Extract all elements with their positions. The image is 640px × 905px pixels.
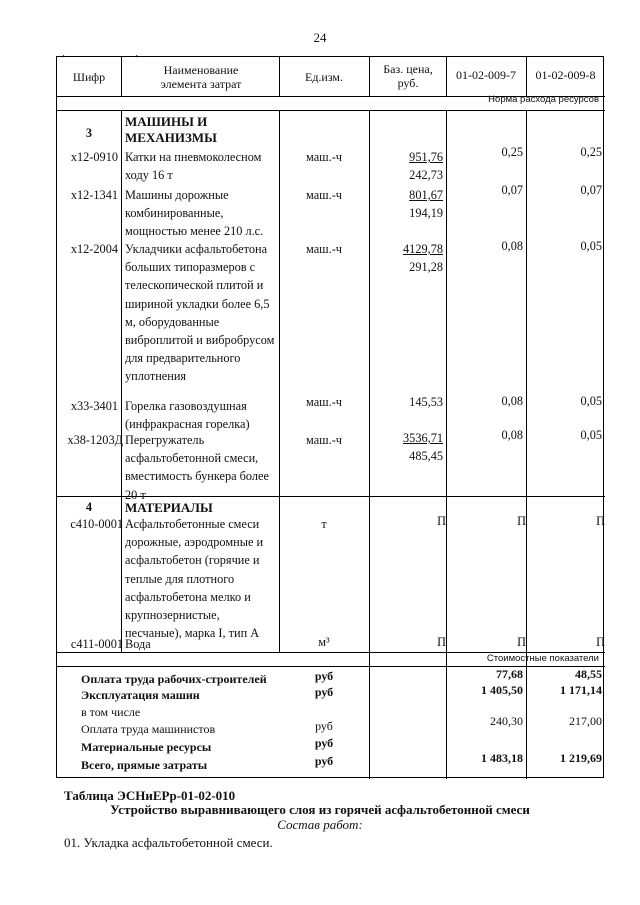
row-value-2: 0,05 — [580, 239, 602, 253]
summary-label: Эксплуатация машин — [81, 688, 200, 702]
section-title: МАТЕРИАЛЫ — [125, 500, 213, 515]
row-name: Горелка газовоздушная (инфракрасная горелка) — [125, 399, 250, 432]
row-value-1: 0,25 — [501, 145, 523, 159]
summary-value-2: 217,00 — [569, 714, 602, 728]
summary-unit: руб — [314, 754, 334, 768]
row-name: Вода — [125, 637, 151, 651]
row-name: Перегружатель асфальтобетонной смеси, вместимость бункера более 20 т — [125, 433, 269, 502]
row-divider — [57, 110, 605, 111]
row-value-1: П — [517, 514, 526, 528]
summary-value-1: 240,30 — [490, 714, 523, 728]
scan-specks: ‚ ‚ — [62, 48, 173, 58]
row-code: с411-0001 — [70, 637, 123, 651]
col-divider — [369, 57, 370, 96]
row-price: 951,76 242,73 — [409, 150, 443, 183]
section-number: 3 — [85, 126, 93, 140]
row-code: х12-1341 — [70, 188, 118, 202]
summary-unit: руб — [314, 685, 334, 699]
summary-label: Оплата труда машинистов — [81, 722, 216, 736]
row-name: Укладчики асфальтобетона больших типоразмеров с телескопической плитой и шириной укладки более 6,5 м, оборудованные виброплитой и вибробрусом для предварительного уплотнения — [125, 242, 275, 384]
work-heading: Состав работ: — [277, 817, 363, 832]
summary-value-1: 1 405,50 — [481, 683, 523, 697]
summary-unit: руб — [314, 669, 334, 683]
row-code: х38-1203Д — [67, 433, 123, 447]
row-price: П — [437, 514, 446, 528]
page-number: 24 — [313, 30, 327, 45]
row-price: 4129,78 291,28 — [403, 242, 443, 275]
header-col1: 01-02-009-7 — [456, 68, 516, 82]
cost-caption: Стоимостные показатели — [486, 653, 599, 664]
summary-unit: руб — [314, 736, 334, 750]
row-value-1: 0,08 — [501, 394, 523, 408]
row-value-2: П — [596, 514, 605, 528]
summary-value-2: 48,55 — [575, 667, 602, 681]
header-price: Баз. цена, руб. — [383, 62, 433, 90]
row-value-1: 0,08 — [501, 239, 523, 253]
row-unit: маш.-ч — [306, 395, 342, 409]
row-price: П — [437, 635, 446, 649]
summary-value-2: 1 171,14 — [560, 683, 602, 697]
summary-label: Материальные ресурсы — [81, 740, 212, 754]
row-code: с410-0001 — [70, 517, 123, 531]
row-unit: т — [321, 517, 327, 531]
summary-label: Всего, прямые затраты — [81, 758, 208, 772]
row-price: 145,53 — [409, 395, 443, 409]
row-code: х33-3401 — [70, 399, 118, 413]
row-value-2: 0,05 — [580, 428, 602, 442]
row-name: Асфальтобетонные смеси дорожные, аэродромные и асфальтобетон (горячие и теплые для плотного асфальтобетона мелко и крупнозернистые, песчаные), марка I, тип А — [125, 517, 264, 641]
row-value-1: П — [517, 635, 526, 649]
row-value-1: 0,07 — [501, 183, 523, 197]
summary-label: Оплата труда рабочих-строителей — [81, 672, 267, 686]
col-divider — [121, 57, 122, 96]
summary-value-2: 1 219,69 — [560, 751, 602, 765]
row-code: х12-2004 — [70, 242, 118, 256]
row-unit: маш.-ч — [306, 242, 342, 256]
row-value-2: 0,25 — [580, 145, 602, 159]
header-name: Наименование элемента затрат — [160, 63, 242, 91]
row-value-2: 0,05 — [580, 394, 602, 408]
table-title: Таблица ЭСНиЕРр-01-02-010 — [64, 788, 236, 803]
row-code: х12-0910 — [70, 150, 118, 164]
row-value-1: 0,08 — [501, 428, 523, 442]
row-value-2: П — [596, 635, 605, 649]
norm-caption: Норма расхода ресурсов — [488, 94, 599, 105]
header-col2: 01-02-009-8 — [535, 68, 596, 82]
row-unit: маш.-ч — [306, 188, 342, 202]
summary-value-1: 1 483,18 — [481, 751, 523, 765]
row-price: 801,67 194,19 — [409, 188, 443, 221]
summary-label: в том числе — [81, 705, 141, 719]
row-unit: маш.-ч — [306, 433, 342, 447]
row-value-2: 0,07 — [580, 183, 602, 197]
row-unit: м³ — [318, 635, 330, 649]
header-code: Шифр — [72, 70, 106, 84]
work-item: 01. Укладка асфальтобетонной смеси. — [64, 835, 273, 850]
resource-table — [56, 56, 604, 778]
col-divider — [121, 110, 122, 652]
section-title: МАШИНЫ И МЕХАНИЗМЫ — [125, 114, 217, 145]
summary-value-1: 77,68 — [496, 667, 523, 681]
row-name: Машины дорожные комбинированные, мощностью менее 210 л.с. — [125, 188, 264, 239]
row-name: Катки на пневмоколесном ходу 16 т — [125, 150, 262, 183]
row-unit: маш.-ч — [306, 150, 342, 164]
header-unit: Ед.изм. — [304, 70, 344, 84]
table-description: Устройство выравнивающего слоя из горячей асфальтобетонной смеси — [110, 802, 530, 817]
summary-unit: руб — [315, 719, 333, 733]
row-price: 3536,71 485,45 — [403, 431, 443, 464]
section-number: 4 — [85, 500, 93, 514]
